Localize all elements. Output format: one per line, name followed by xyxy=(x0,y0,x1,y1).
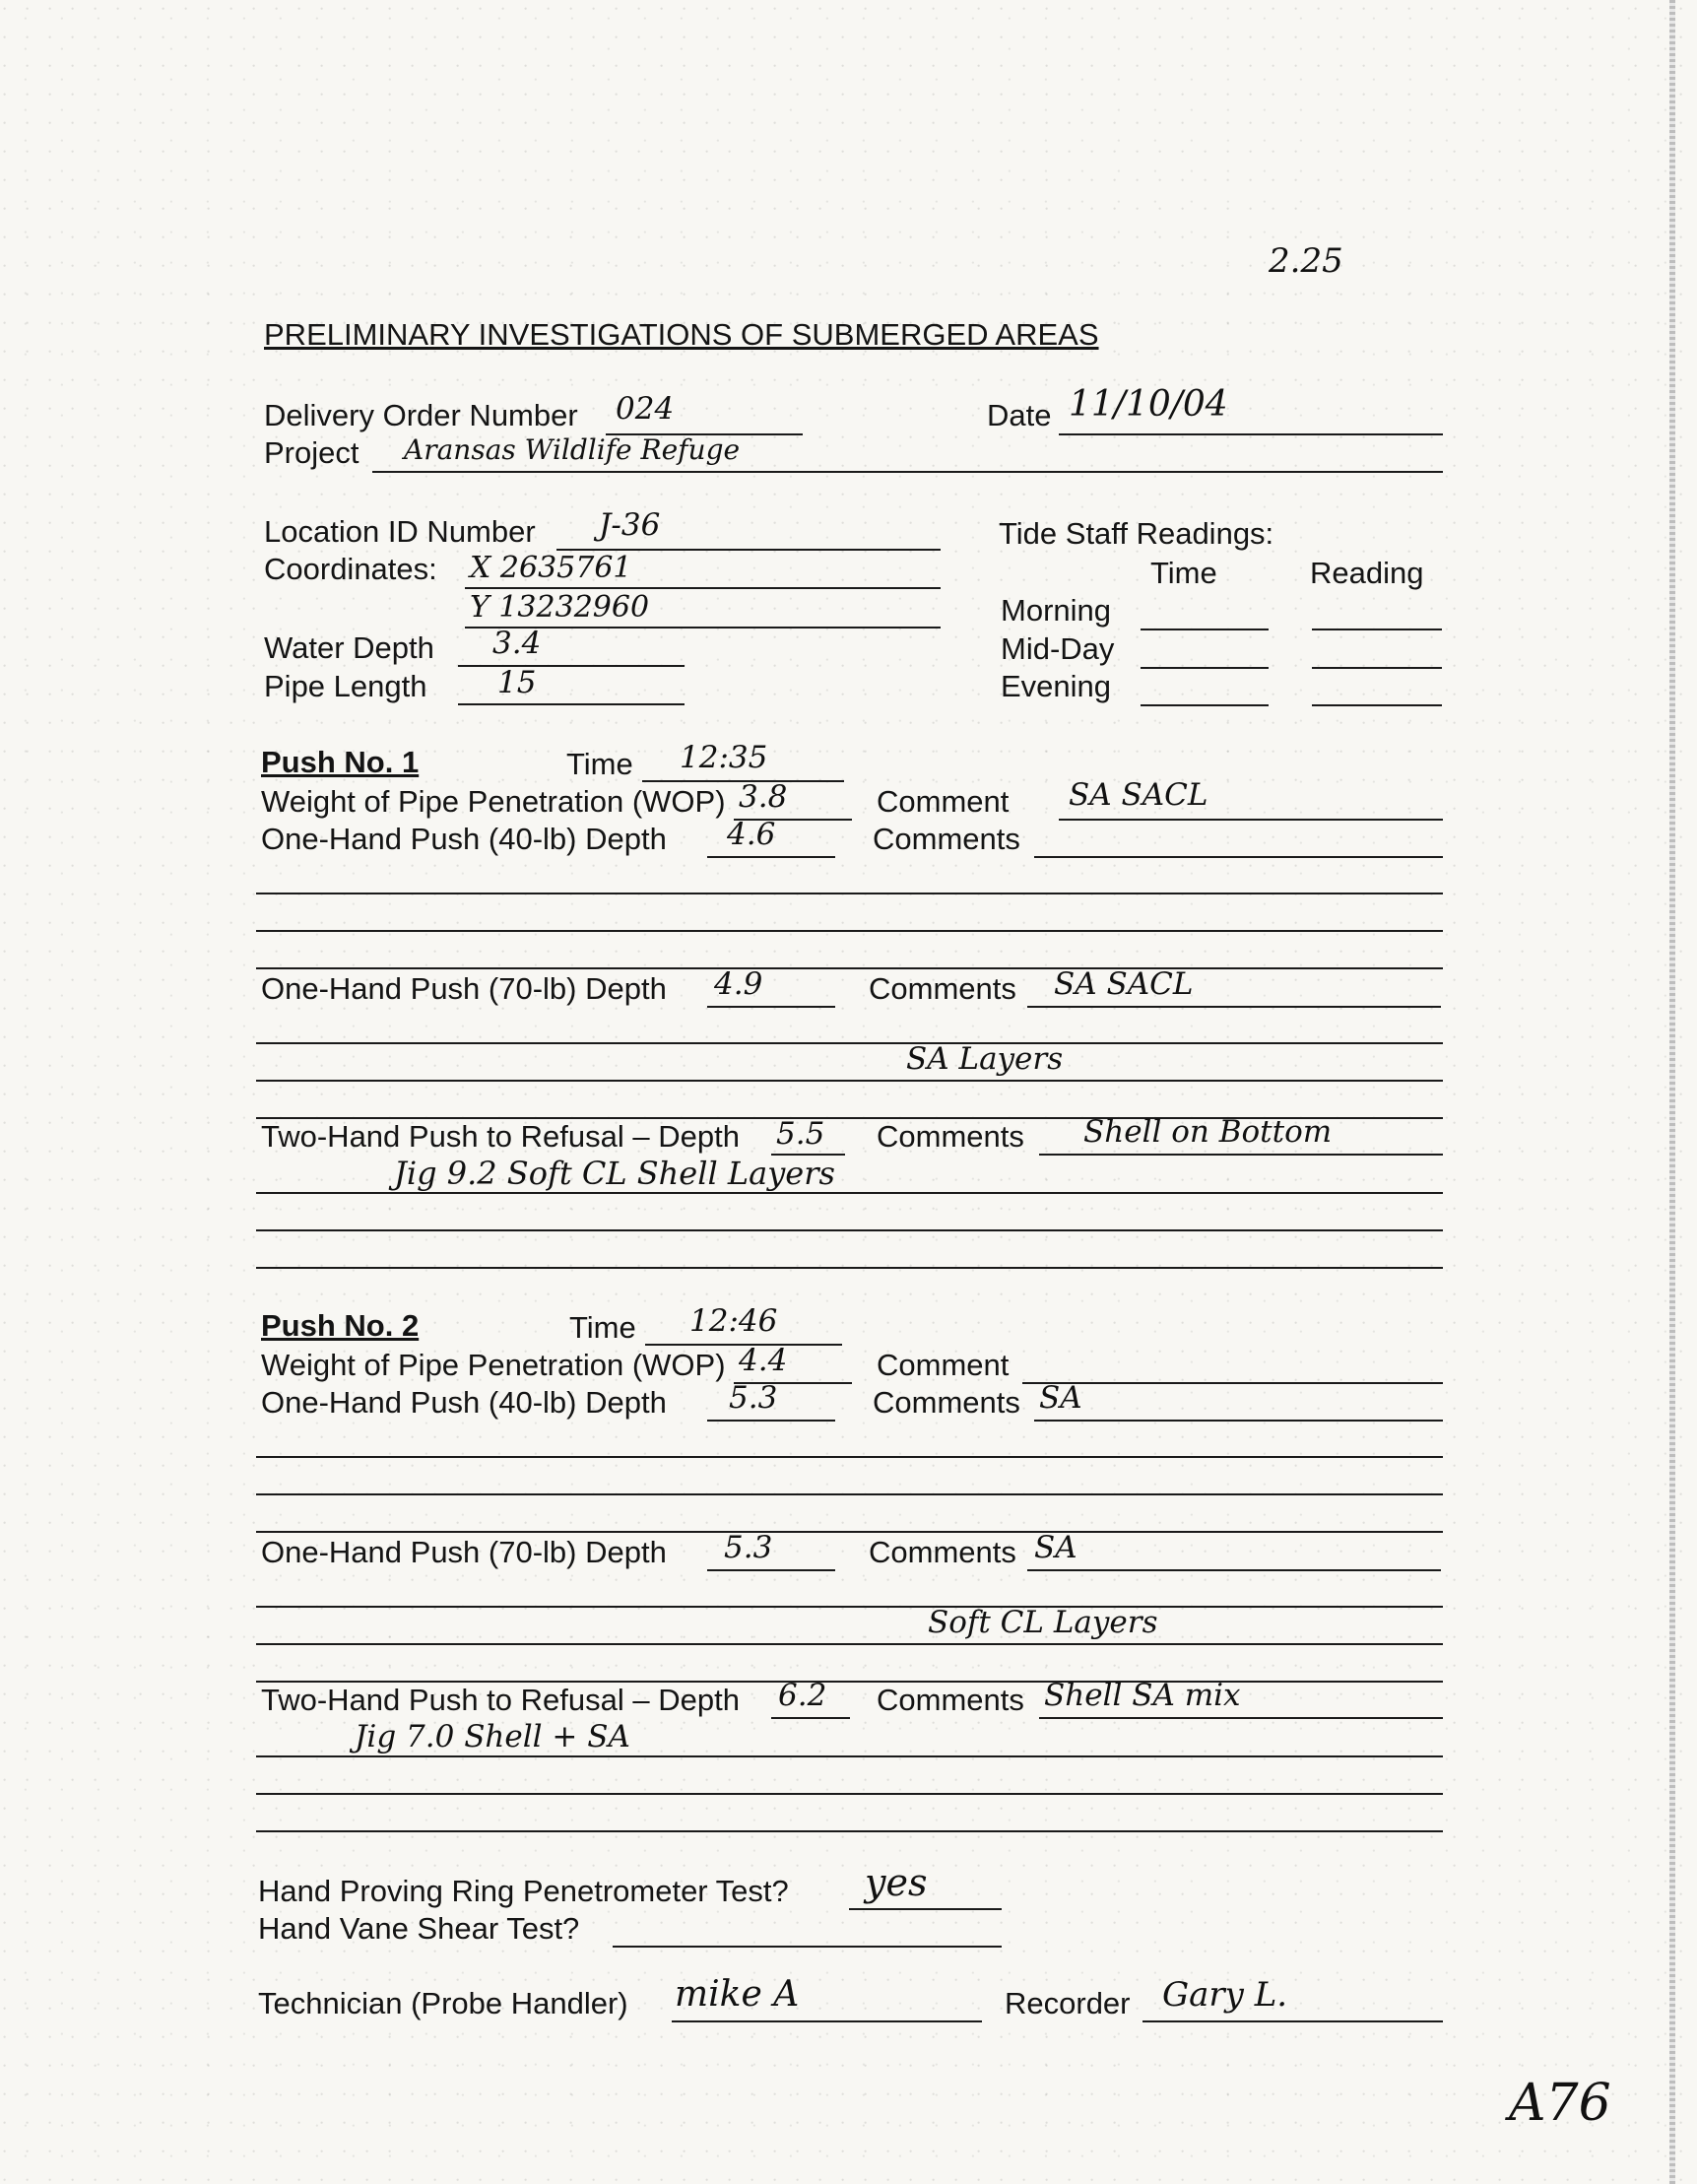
push1-refusal-comment-label: Comments xyxy=(877,1119,1024,1154)
push1-wop-label: Weight of Pipe Penetration (WOP) xyxy=(261,784,726,819)
location-id-label: Location ID Number xyxy=(264,514,536,549)
project-value: Aransas Wildlife Refuge xyxy=(404,433,741,466)
push1-wop-comment-value: SA SACL xyxy=(1069,777,1208,813)
delivery-order-label: Delivery Order Number xyxy=(264,398,578,432)
scan-edge xyxy=(1669,0,1675,2184)
ring-penetrometer-value: yes xyxy=(865,1861,928,1904)
push2-40lb-comment-label: Comments xyxy=(873,1385,1020,1420)
delivery-order-value: 024 xyxy=(616,391,675,427)
push1-wop-value: 3.8 xyxy=(739,779,788,815)
date-label: Date xyxy=(987,398,1052,432)
recorder-label: Recorder xyxy=(1005,1986,1131,2020)
push1-70lb-note: SA Layers xyxy=(906,1041,1064,1077)
push1-40lb-label: One-Hand Push (40-lb) Depth xyxy=(261,822,667,856)
coordinate-x-value: X 2635761 xyxy=(470,551,632,585)
ring-penetrometer-label: Hand Proving Ring Penetrometer Test? xyxy=(258,1874,789,1908)
push2-40lb-value: 5.3 xyxy=(729,1380,778,1416)
push1-40lb-comment-label: Comments xyxy=(873,822,1020,856)
push1-time-value: 12:35 xyxy=(680,740,768,775)
technician-value: mike A xyxy=(675,1974,800,2015)
pipe-length-label: Pipe Length xyxy=(264,669,427,703)
push2-70lb-comment-label: Comments xyxy=(869,1535,1016,1569)
location-id-value: J-36 xyxy=(599,507,661,543)
coordinate-y-value: Y 13232960 xyxy=(470,590,650,625)
push1-70lb-label: One-Hand Push (70-lb) Depth xyxy=(261,971,667,1006)
form-title: PRELIMINARY INVESTIGATIONS OF SUBMERGED AREAS xyxy=(264,317,1099,352)
coordinates-label: Coordinates: xyxy=(264,552,437,586)
corner-mark: A76 xyxy=(1509,2074,1611,2133)
push2-refusal-note: Jig 7.0 Shell + SA xyxy=(355,1719,630,1754)
tide-row-morning: Morning xyxy=(1001,593,1111,628)
technician-label: Technician (Probe Handler) xyxy=(258,1986,628,2020)
pipe-length-value: 15 xyxy=(497,665,537,700)
push1-heading: Push No. 1 xyxy=(261,745,420,779)
recorder-value: Gary L. xyxy=(1162,1975,1288,2015)
date-value: 11/10/04 xyxy=(1069,384,1228,425)
push1-refusal-value: 5.5 xyxy=(776,1116,825,1152)
tide-row-evening: Evening xyxy=(1001,669,1112,703)
tide-time-header: Time xyxy=(1150,556,1217,590)
push1-refusal-comment-value: Shell on Bottom xyxy=(1083,1114,1333,1150)
push1-refusal-note: Jig 9.2 Soft CL Shell Layers xyxy=(394,1155,835,1192)
push2-70lb-label: One-Hand Push (70-lb) Depth xyxy=(261,1535,667,1569)
push2-time-label: Time xyxy=(569,1310,636,1345)
push1-wop-comment-label: Comment xyxy=(877,784,1010,819)
push2-70lb-comment-value: SA xyxy=(1034,1530,1077,1565)
tide-row-midday: Mid-Day xyxy=(1001,631,1115,666)
page-number: 2.25 xyxy=(1269,241,1343,281)
project-label: Project xyxy=(264,435,359,470)
tide-reading-header: Reading xyxy=(1310,556,1424,590)
push2-time-value: 12:46 xyxy=(689,1303,778,1339)
push2-refusal-label: Two-Hand Push to Refusal – Depth xyxy=(261,1683,740,1717)
push2-70lb-value: 5.3 xyxy=(724,1530,773,1565)
push2-refusal-value: 6.2 xyxy=(778,1678,827,1713)
vane-shear-label: Hand Vane Shear Test? xyxy=(258,1911,580,1946)
push2-heading: Push No. 2 xyxy=(261,1308,420,1343)
push1-time-label: Time xyxy=(566,747,633,781)
push1-70lb-comment-value: SA SACL xyxy=(1054,966,1194,1002)
push1-40lb-value: 4.6 xyxy=(727,817,776,852)
push2-70lb-note: Soft CL Layers xyxy=(928,1605,1158,1640)
push2-refusal-comment-label: Comments xyxy=(877,1683,1024,1717)
push2-wop-comment-label: Comment xyxy=(877,1348,1010,1382)
push2-40lb-comment-value: SA xyxy=(1039,1380,1082,1416)
water-depth-value: 3.4 xyxy=(492,626,542,661)
push2-40lb-label: One-Hand Push (40-lb) Depth xyxy=(261,1385,667,1420)
push2-wop-value: 4.4 xyxy=(739,1343,788,1378)
push1-70lb-comment-label: Comments xyxy=(869,971,1016,1006)
push1-70lb-value: 4.9 xyxy=(714,966,763,1002)
water-depth-label: Water Depth xyxy=(264,630,434,665)
push1-refusal-label: Two-Hand Push to Refusal – Depth xyxy=(261,1119,740,1154)
push2-refusal-comment-value: Shell SA mix xyxy=(1044,1678,1241,1713)
push2-wop-label: Weight of Pipe Penetration (WOP) xyxy=(261,1348,726,1382)
tide-title: Tide Staff Readings: xyxy=(999,516,1274,551)
